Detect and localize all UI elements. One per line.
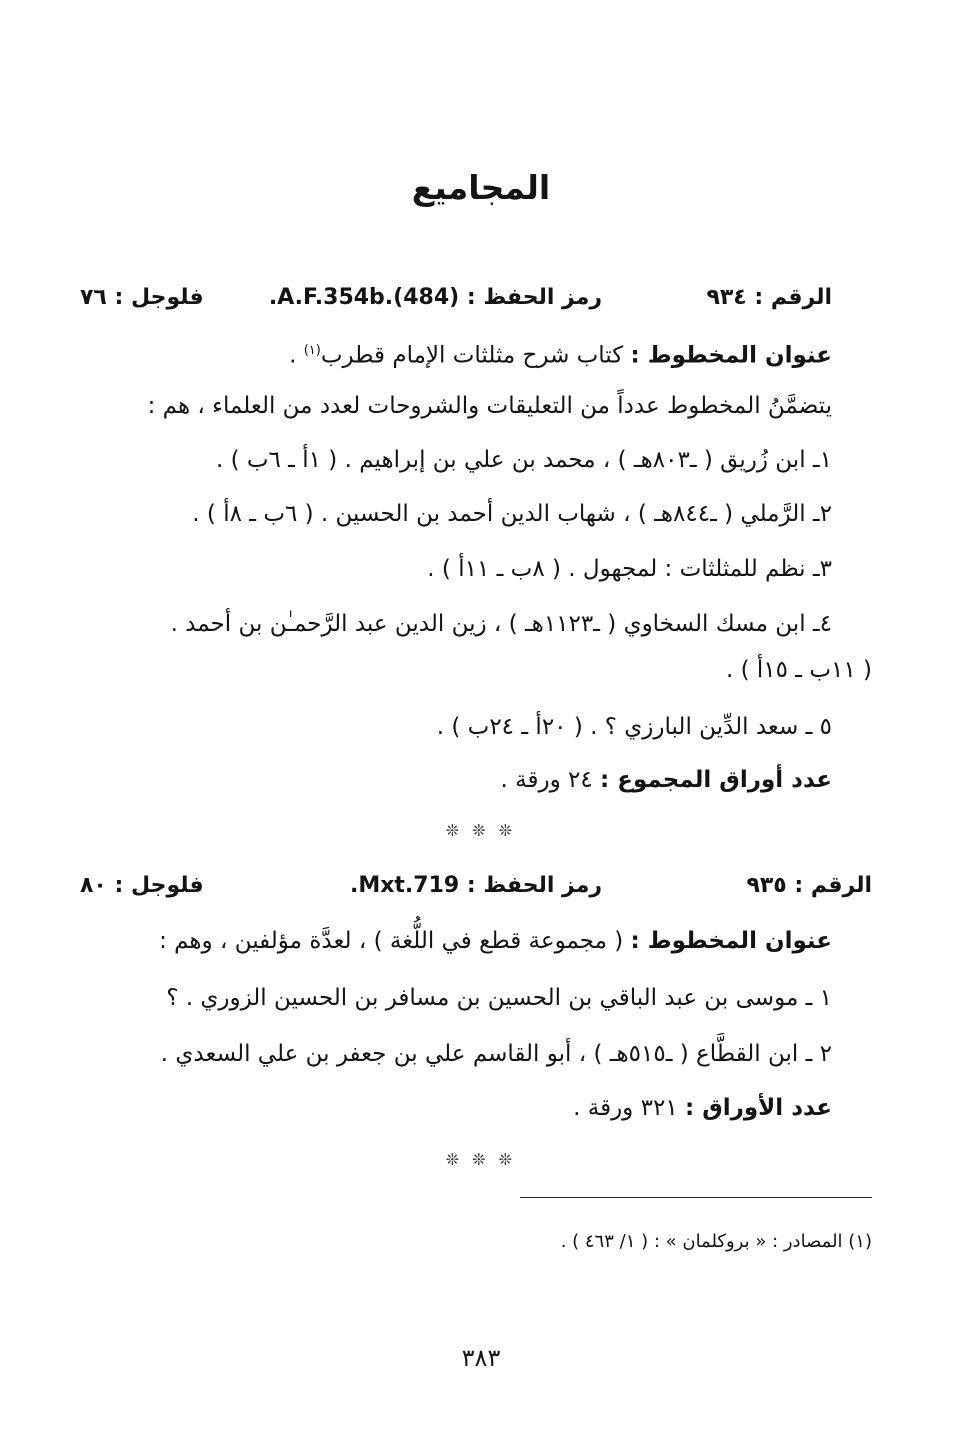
footnote-ref: (١) xyxy=(303,343,321,358)
entry-934-header xyxy=(80,282,832,314)
folio-count-value: ٣٢١ ورقة . xyxy=(573,1095,678,1121)
list-item: ٣ـ نظم للمثلثات : لمجهول . ( ٨ب ـ ١١أ ) . xyxy=(427,556,832,582)
shelfmark: رمز الحفظ : A.F.354b.(484). xyxy=(268,285,602,310)
footnote-rule xyxy=(520,1197,872,1198)
title-label: عنوان المخطوط : xyxy=(630,342,832,369)
flugel-number: فلوجل : ٧٦ xyxy=(80,285,204,310)
folio-count-line xyxy=(80,1092,832,1124)
section-separator: ❊ ❊ ❊ xyxy=(445,821,517,840)
entry-number: الرقم : ٩٣٥ xyxy=(746,873,872,898)
list-item: ٤ـ ابن مسك السخاوي ( ـ١١٢٣هـ ) ، زين الدين عبد الرَّحمـٰن بن أحمد . xyxy=(170,611,832,637)
manuscript-title-line xyxy=(80,925,832,957)
page-number: ٣٨٣ xyxy=(461,1344,501,1372)
entry-935-header xyxy=(80,870,872,902)
title-end: . xyxy=(289,342,297,369)
folio-count-value: ٢٤ ورقة . xyxy=(500,767,593,793)
entry-number: الرقم : ٩٣٤ xyxy=(706,285,832,310)
list-item: ٥ ـ سعد الدِّين البارزي ؟ . ( ٢٠أ ـ ٢٤ب ) . xyxy=(436,714,832,740)
entry-intro: يتضمَّنُ المخطوط عدداً من التعليقات والشروحات لعدد من العلماء ، هم : xyxy=(147,393,832,419)
footnote: (١) المصادر : « بروكلمان » : ( ١/ ٤٦٣ ) . xyxy=(560,1231,872,1252)
folio-count-label: عدد الأوراق : xyxy=(684,1095,832,1121)
list-item-continuation: ( ١١ب ـ ١٥أ ) . xyxy=(725,657,872,683)
title-text: كتاب شرح مثلثات الإمام قطرب xyxy=(320,342,624,369)
list-item: ٢ـ الرَّملي ( ـ٨٤٤هـ ) ، شهاب الدين أحمد بن الحسين . ( ٦ب ـ ٨أ ) . xyxy=(192,501,832,527)
title-label: عنوان المخطوط : xyxy=(630,928,832,954)
page-title: المجاميع xyxy=(411,168,551,207)
folio-count-line xyxy=(80,764,832,796)
folio-count-label: عدد أوراق المجموع : xyxy=(600,767,832,793)
shelfmark: رمز الحفظ : Mxt.719. xyxy=(349,873,602,898)
list-item: ١ـ ابن زُريق ( ـ٨٠٣هـ ) ، محمد بن علي بن إبراهيم . ( ١أ ـ ٦ب ) . xyxy=(215,447,832,473)
list-item: ٢ ـ ابن القطَّاع ( ـ٥١٥هـ ) ، أبو القاسم علي بن جعفر بن علي السعدي . xyxy=(160,1041,832,1067)
section-separator: ❊ ❊ ❊ xyxy=(445,1150,517,1169)
list-item: ١ ـ موسى بن عبد الباقي بن الحسين بن مسافر بن الحسين الزوري . ؟ xyxy=(166,985,832,1011)
flugel-number: فلوجل : ٨٠ xyxy=(80,873,204,898)
manuscript-title-line xyxy=(80,335,832,372)
title-text: ( مجموعة قطع في اللُّغة ) ، لعدَّة مؤلفين ، وهم : xyxy=(159,928,624,954)
